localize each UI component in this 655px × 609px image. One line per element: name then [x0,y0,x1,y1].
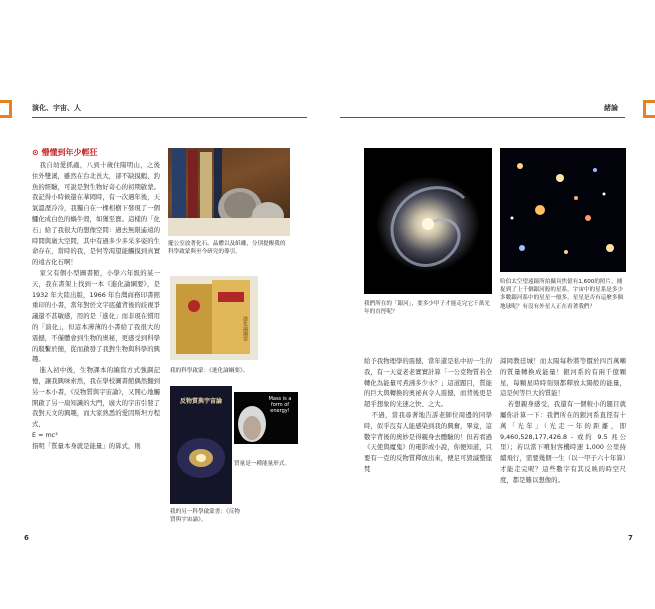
running-header-left: 演化、宇宙、人 [32,104,81,112]
fossil-shelf-illustration [168,148,290,236]
caption-einstein: 質量是一種能量形式。 [234,461,290,467]
fossil-shelf-photo [168,148,290,236]
column-3-text [364,356,492,475]
einstein-photo [234,392,298,444]
page-tab-left [0,100,12,118]
header-rule-right [340,117,625,118]
page-number-right: 7 [628,534,633,542]
header-rule-left [32,117,307,118]
paragraph: 家父有個小型圖書館，小學六年級的某一天，我在書架上找到一本《進化論綱要》，是 1932 年大陸出版，1966 年台灣商務印書館重印的小書，當年對於文字底蘊背後的歧視爭議還不甚敏感，用的是「進化」而非現在慣用的「演化」，但這本薄薄的小書給了我很大的震撼，不僅體會到生物的奧秘，更感受到科學的駁繫於簡，從而啟發了我對生物與科學的興趣。 [32,268,160,364]
page-tab-right [643,100,655,118]
paragraph: 諦岡教廷城！而太陽每秒將等價於四百萬噸的質量轉換成能量！銀河系的有兩千億顆星，每顆星時時刻刻都釋放太陽般的能量，這是何等巨大的質能！ [500,357,626,398]
paragraph: 我自幼愛抓蟲，八到十歲住陽明山，之後住外雙溪，雖然在台北長大，卻不缺摸蝦、釣魚的經驗，可說是對生物好奇心的初期啟蒙。我記得小時候還在華岡時，有一次遇年後，天氣溫溼冷冷，我獨自在一棵相樹下發現了一個鱷化成白色的蝸牛殼，如獲至寶。這樣的「化石」給了我很大的想像空間：過去無限遙遠的時間與廣大空間，其中有過多少多采多姿的生命存在，當時的我，是何等渴望能觸摸到真實的遠古化石啊！ [32,161,160,267]
section-title: ⊙ 懵懂到年少輕狂 [32,148,98,157]
deep-field-illustration [500,148,626,272]
book1-cover-title: 進化論綱要 [242,316,248,341]
caption-hubble: 哈伯太空望遠鏡所拍攝具焦億有1,600的照片，捕捉到了上千個銀河般的星系，宇宙中的星系是多少多數銀河系中的星星一般多，星星是否有這麼多個地球呢？有沒有外星人正在看著我們？ [500,279,624,310]
caption-book1: 我的科學啟蒙：《進化論綱要》。 [170,368,249,374]
paragraph: 不過，當我尋著地告訴老師位周邊的同學時，似乎沒有人能感染到我的興奮，畢竟，這數字背後的奧妙是得親身去體驗的！但若看過《天使與魔鬼》的電影或小說，你便知道，只要有一克的反物質釋放出來，便足可毀滅整座梵 [364,410,492,473]
einstein-quote: Mass is a form of energy! [268,396,292,414]
page-number-left: 6 [24,534,29,542]
caption-galaxy: 我們所在的「銀河」，要多少甲子才能走完它千萬光年的直徑呢？ [364,301,490,316]
hubble-deep-field-photo [500,148,626,272]
paragraph: 指明「質量本身就是能量」的算式，則 [32,441,141,450]
caption-fossil: 擺公室放著化石、晶體以及紙雕，分別提醒我的科學啟蒙與至今研究的導引。 [168,241,286,256]
spiral-galaxy-illustration [364,148,492,294]
formula: E = mc² [32,430,58,439]
antimatter-book-photo [170,386,232,504]
column-1-text [32,160,160,452]
book2-cover-title: 反物質與宇宙論 [179,398,222,405]
paragraph: 進入初中後，生物課本的編寫方式強調記憶，讓我興味索然，我在學校圖書館偶然翻到另一本小書，《反物質與宇宙論》，又開心地觸開啟了另一扇知識的大門，廣大的宇宙引發了我對天文的興趣，而大家熟悉的愛因斯坦方程式， [32,366,160,429]
paragraph: 若想親身感受，我還有一個較小的題目就屬你計算一下：我們所在的銀河系直徑有十萬「光年」（光走一年的距離，即 9,460,528,177,426.8 - 或約 9.5 兆公里）；若以當下噴射客機時速 1,000 公里持續飛行，需要幾個一生（以一甲子六十年算）才能走完呢？這些數字有其反映的時空尺度，都是難以想像的。 [500,400,626,484]
caption-book2: 我的另一科學啟蒙書：《反物質與宇宙論》。 [170,509,240,524]
running-header-right: 緒論 [604,104,618,112]
paragraph: 給予我物理學的震撼，當年還是私中初一生的我，有一天竟老老實實計算「一公克物質若全轉化為能量可煮沸多少水？」這道題目，質能的巨大與轉換的奧祕真令人震撼，而背後更是超乎想象的光速之快、之大。 [364,357,492,409]
column-4-text [500,356,626,486]
milky-way-galaxy-photo [364,148,492,294]
evolution-book-photo [170,276,258,360]
